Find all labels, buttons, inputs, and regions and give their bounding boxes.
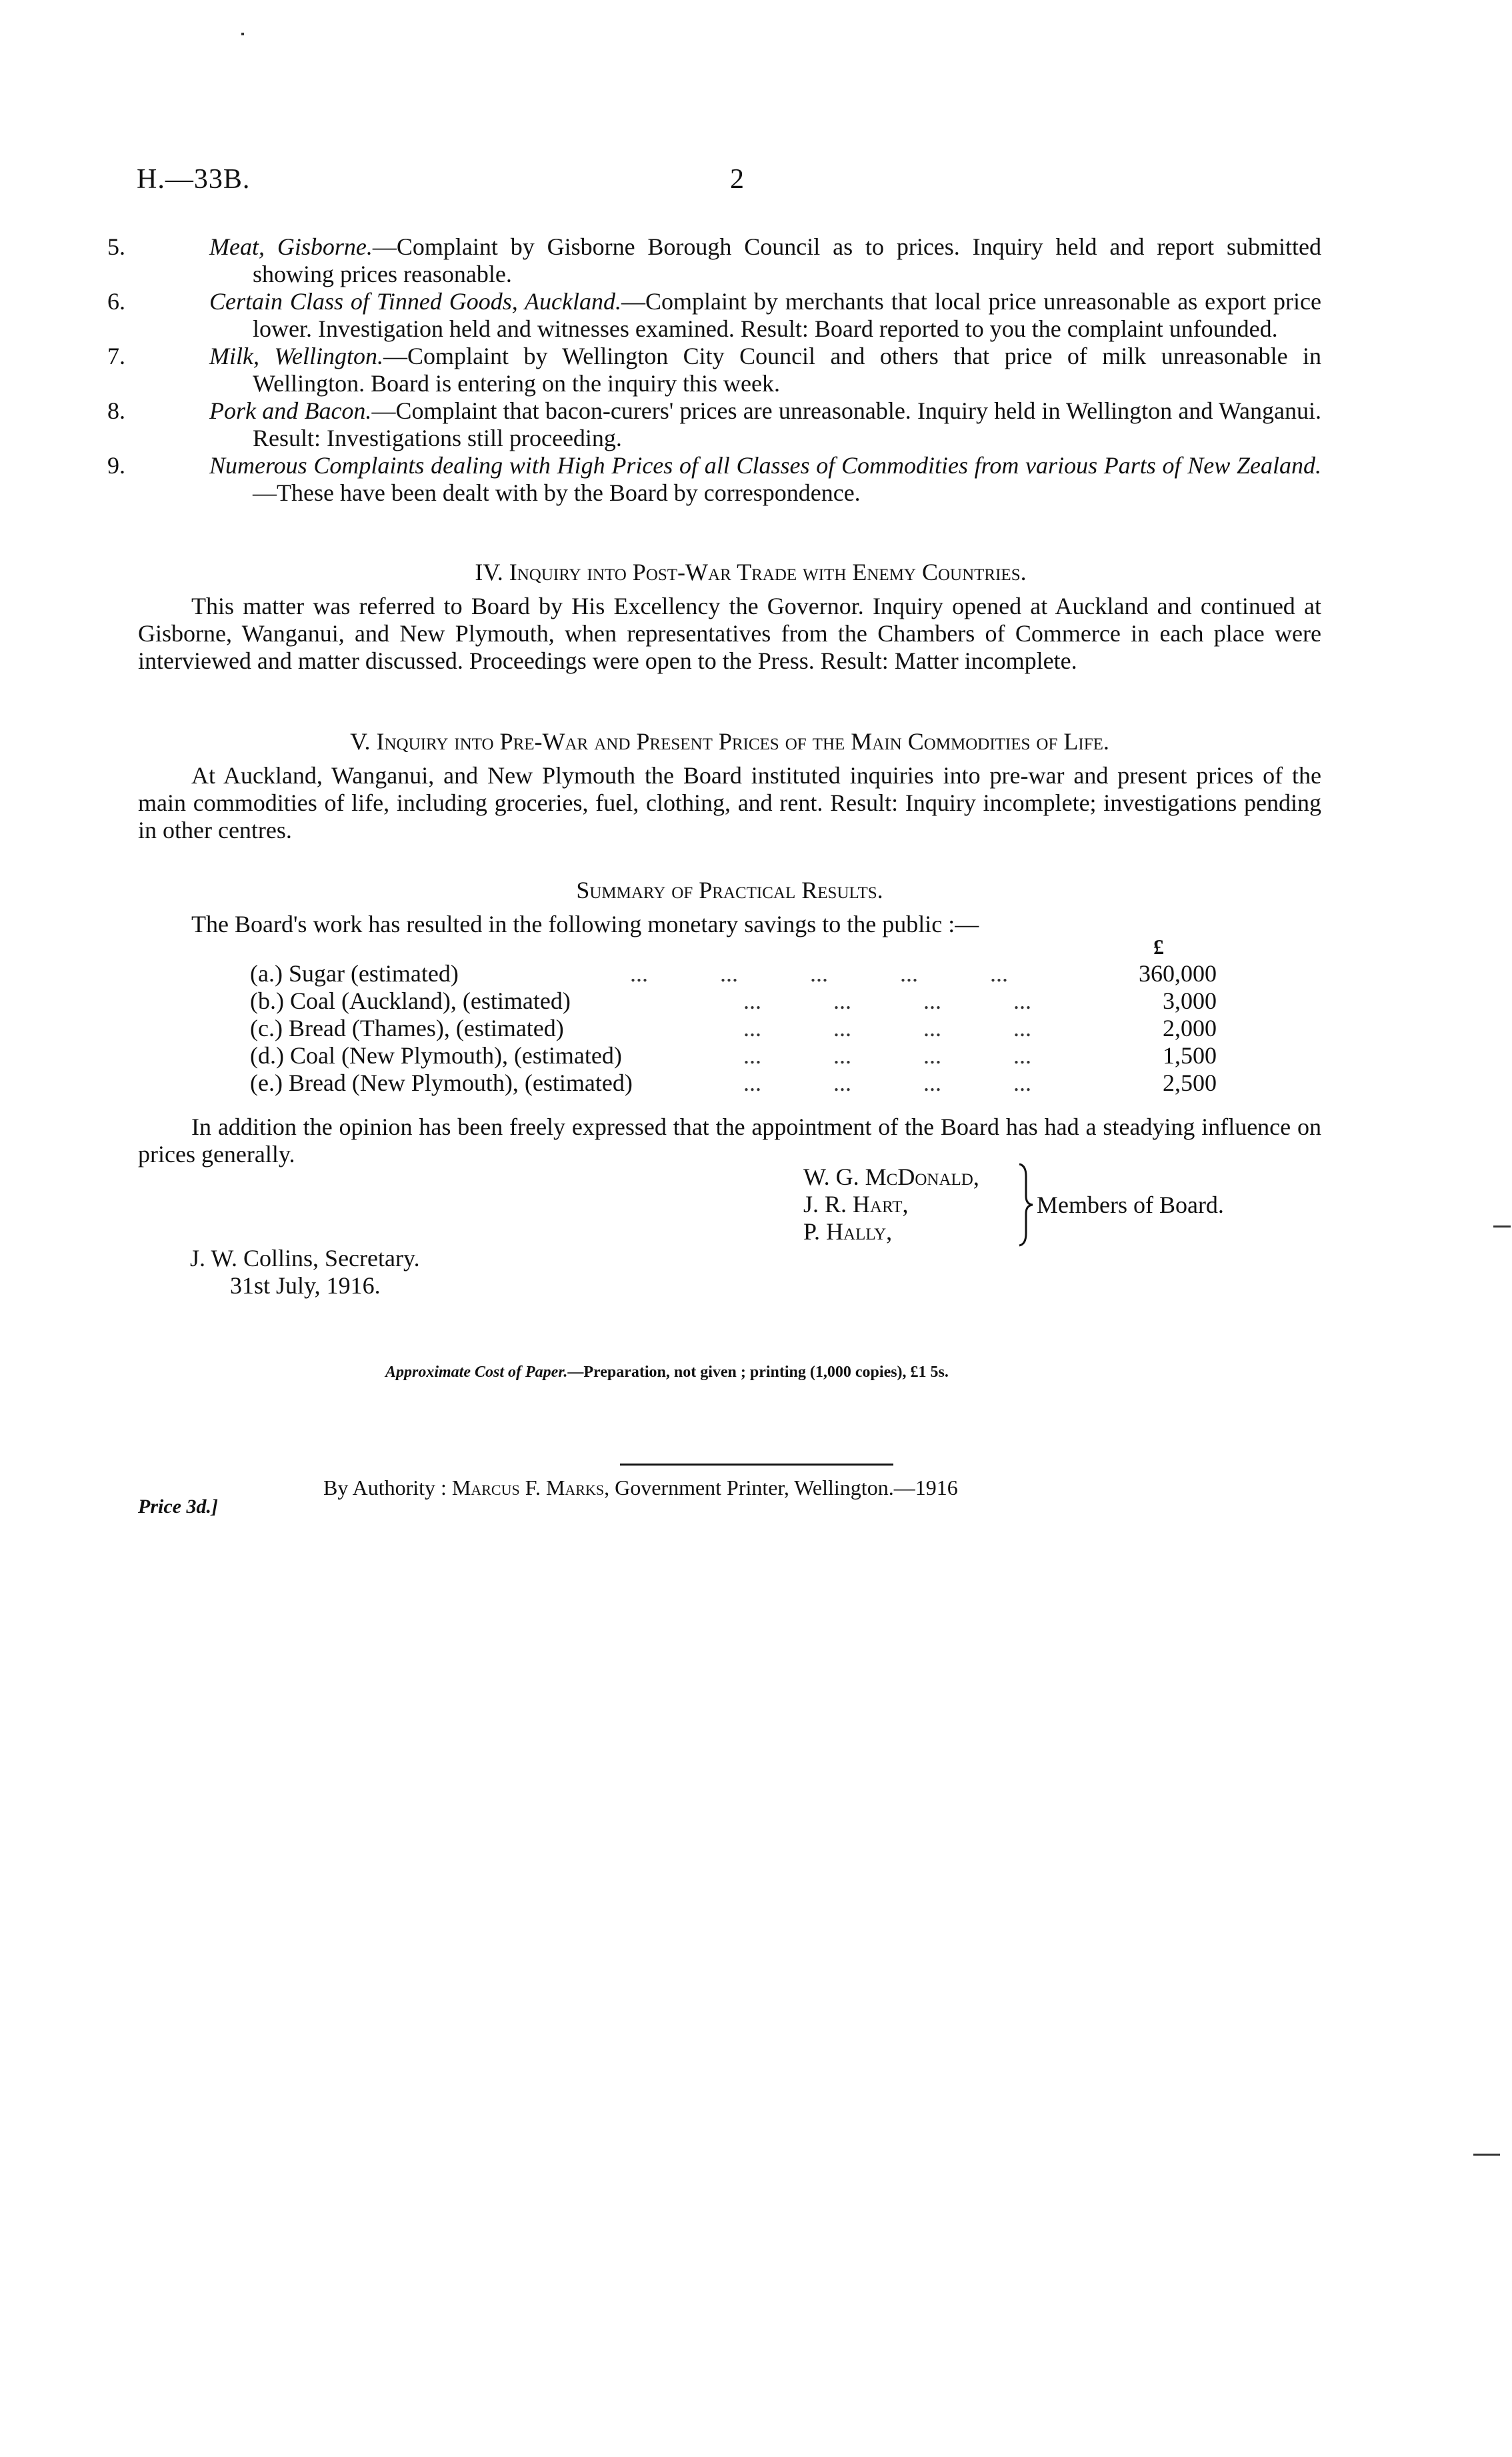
- signatory-list: [803, 1163, 1003, 1246]
- divider: [620, 1464, 893, 1466]
- scan-speck: [1473, 2154, 1500, 2156]
- section-body: This matter was referred to Board by His Excellency the Governor. Inquiry opened at Auckland and continued at Gisborne, Wanganui, and New Plymouth, when representatives from the Chambers of Commerce in each place were interviewed and matter discussed. Proceedings were open to the Press. Result: Matter incomplete.: [138, 593, 1321, 674]
- summary-closing: In addition the opinion has been freely expressed that the appointment of the Board has had a steadying influence on prices generally.: [138, 1113, 1321, 1167]
- printer-name: Marcus F. Marks: [451, 1476, 605, 1500]
- list-item: 8. Pork and Bacon.—Complaint that bacon-curers' prices are unreasonable. Inquiry held in Wellington and Wanganui. Result: Investigations still proceeding.: [107, 397, 1322, 451]
- brace-icon: [1017, 1161, 1037, 1248]
- authority-prefix: By Authority :: [323, 1476, 452, 1500]
- list-item: 6. Certain Class of Tinned Goods, Auckland.—Complaint by merchants that local price unreasonable as export price lower. Investigation held and witnesses examined. Result: Board reported to you the complaint unfounded.: [107, 288, 1321, 342]
- item-title: Pork and Bacon.: [209, 397, 372, 424]
- item-text: —Complaint by Wellington City Council and others that price of milk unreasonable in Wellington. Board is entering on the inquiry this week.: [253, 343, 1321, 397]
- item-text: —Complaint by Gisborne Borough Council as to prices. Inquiry held and report submitted showing prices reasonable.: [253, 233, 1322, 287]
- item-text: —Complaint by merchants that local price unreasonable as export price lower. Investigation held and witnesses examined. Result: Board reported to you the complaint unfounded.: [253, 288, 1321, 342]
- item-title: Numerous Complaints dealing with High Prices of all Classes of Commodities from various Parts of New Zealand.: [209, 452, 1321, 479]
- table-row: (b.) Coal (Auckland), (estimated) ... ... ... ... 3,000: [250, 987, 1217, 1014]
- leader-dots: ... ... ... ...: [743, 1015, 1031, 1041]
- list-item: 7. Milk, Wellington.—Complaint by Wellington City Council and others that price of milk unreasonable in Wellington. Board is entering on the inquiry this week.: [107, 343, 1321, 397]
- currency-symbol: £: [1153, 935, 1164, 959]
- table-row: (a.) Sugar (estimated) ... ... ... ... ... 360,000: [250, 960, 1217, 987]
- summary-intro: The Board's work has resulted in the following monetary savings to the public :—: [191, 911, 979, 937]
- leader-dots: ... ... ... ...: [743, 1042, 1031, 1069]
- section-body: At Auckland, Wanganui, and New Plymouth the Board instituted inquiries into pre-war and present prices of the main commodities of life, including groceries, fuel, clothing, and rent. Result: Inquiry incomplete; investigations pending in other centres.: [138, 762, 1321, 843]
- item-text: —These have been dealt with by the Board by correspondence.: [253, 479, 861, 506]
- scan-speck: [241, 33, 244, 35]
- authority-suffix: , Government Printer, Wellington.—1916: [604, 1476, 958, 1500]
- signatory-role: Members of Board.: [1037, 1191, 1224, 1218]
- document-code: H.—33B.: [137, 164, 251, 195]
- section-heading: V. Inquiry into Pre-War and Present Prices of the Main Commodities of Life.: [350, 728, 1109, 755]
- table-row: (e.) Bread (New Plymouth), (estimated) ... ... ... ... 2,500: [250, 1069, 1217, 1096]
- list-item: 5. Meat, Gisborne.—Complaint by Gisborne Borough Council as to prices. Inquiry held and report submitted showing prices reasonable.: [107, 233, 1322, 287]
- item-text: —Complaint that bacon-curers' prices are unreasonable. Inquiry held in Wellington and Wanganui. Result: Investigations still proceeding.: [253, 397, 1322, 451]
- leader-dots: ... ... ... ...: [743, 1069, 1031, 1096]
- summary-heading: Summary of Practical Results.: [576, 877, 883, 903]
- item-list: [107, 233, 1322, 507]
- secretary-date: 31st July, 1916.: [230, 1272, 381, 1299]
- list-item: 9. Numerous Complaints dealing with High Prices of all Classes of Commodities from various Parts of New Zealand.—These have been dealt with by the Board by correspondence.: [107, 452, 1321, 506]
- signatory-name: P. Hally,: [803, 1218, 893, 1245]
- item-title: Milk, Wellington.: [209, 343, 384, 369]
- table-row: (c.) Bread (Thames), (estimated) ... ... ... ... 2,000: [250, 1015, 1217, 1041]
- imprint: [323, 1476, 958, 1500]
- secretary-name: J. W. Collins, Secretary.: [190, 1245, 420, 1272]
- page-number: 2: [730, 164, 744, 195]
- signatory-name: W. G. McDonald,: [803, 1163, 979, 1190]
- section-heading: IV. Inquiry into Post-War Trade with Enemy Countries.: [475, 559, 1027, 585]
- signatory-name: J. R. Hart,: [803, 1191, 909, 1217]
- leader-dots: ... ... ... ... ...: [630, 960, 1008, 987]
- leader-dots: ... ... ... ...: [743, 987, 1031, 1014]
- cost-text: —Preparation, not given ; printing (1,000 copies), £1 5s.: [567, 1364, 949, 1381]
- cost-label: Approximate Cost of Paper.: [385, 1364, 568, 1381]
- page-header: [137, 163, 1323, 197]
- price: Price 3d.]: [138, 1496, 218, 1518]
- item-title: Meat, Gisborne.: [209, 233, 373, 260]
- cost-note: [385, 1364, 949, 1382]
- item-title: Certain Class of Tinned Goods, Auckland.: [209, 288, 621, 315]
- scan-speck: [1493, 1225, 1511, 1227]
- table-row: (d.) Coal (New Plymouth), (estimated) ... ... ... ... 1,500: [250, 1042, 1217, 1069]
